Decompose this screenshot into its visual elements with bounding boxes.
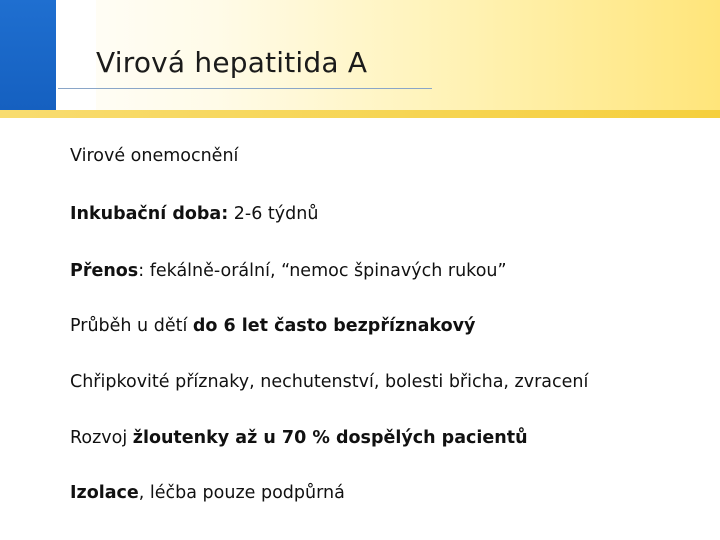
text-line-7 bbox=[70, 483, 345, 503]
text-line-2 bbox=[70, 204, 318, 224]
text-line-6 bbox=[70, 428, 528, 448]
line-5-part-1: Chřipkovité příznaky, nechutenství, bolesti břicha, zvracení bbox=[70, 372, 589, 392]
line-4-part-1: Průběh u dětí bbox=[70, 316, 193, 336]
header-blue-block bbox=[0, 0, 56, 110]
line-1-part-1: Virové onemocnění bbox=[70, 146, 239, 166]
text-line-5 bbox=[70, 372, 588, 392]
line-3-part-1: Přenos bbox=[70, 261, 139, 281]
text-line-4 bbox=[70, 316, 475, 336]
line-7-part-2: , léčba pouze podpůrná bbox=[138, 483, 345, 503]
line-4-part-2: do 6 let často bezpříznakový bbox=[192, 316, 476, 336]
line-6-part-2: žloutenky až u 70 % dospělých pacientů bbox=[132, 428, 528, 448]
header-yellow-bar bbox=[0, 110, 720, 118]
text-line-1 bbox=[70, 146, 238, 166]
text-line-3 bbox=[70, 261, 507, 281]
title-underline bbox=[58, 88, 432, 89]
header-white-gap bbox=[56, 0, 96, 110]
line-3-part-2: : fekálně-orální, “nemoc špinavých rukou” bbox=[138, 261, 507, 281]
line-6-part-1: Rozvoj bbox=[70, 428, 133, 448]
line-2-part-1: Inkubační doba: bbox=[70, 204, 229, 224]
slide-title: Virová hepatitida A bbox=[96, 46, 368, 79]
line-7-part-1: Izolace bbox=[70, 483, 139, 503]
line-2-part-2: 2-6 týdnů bbox=[228, 204, 319, 224]
